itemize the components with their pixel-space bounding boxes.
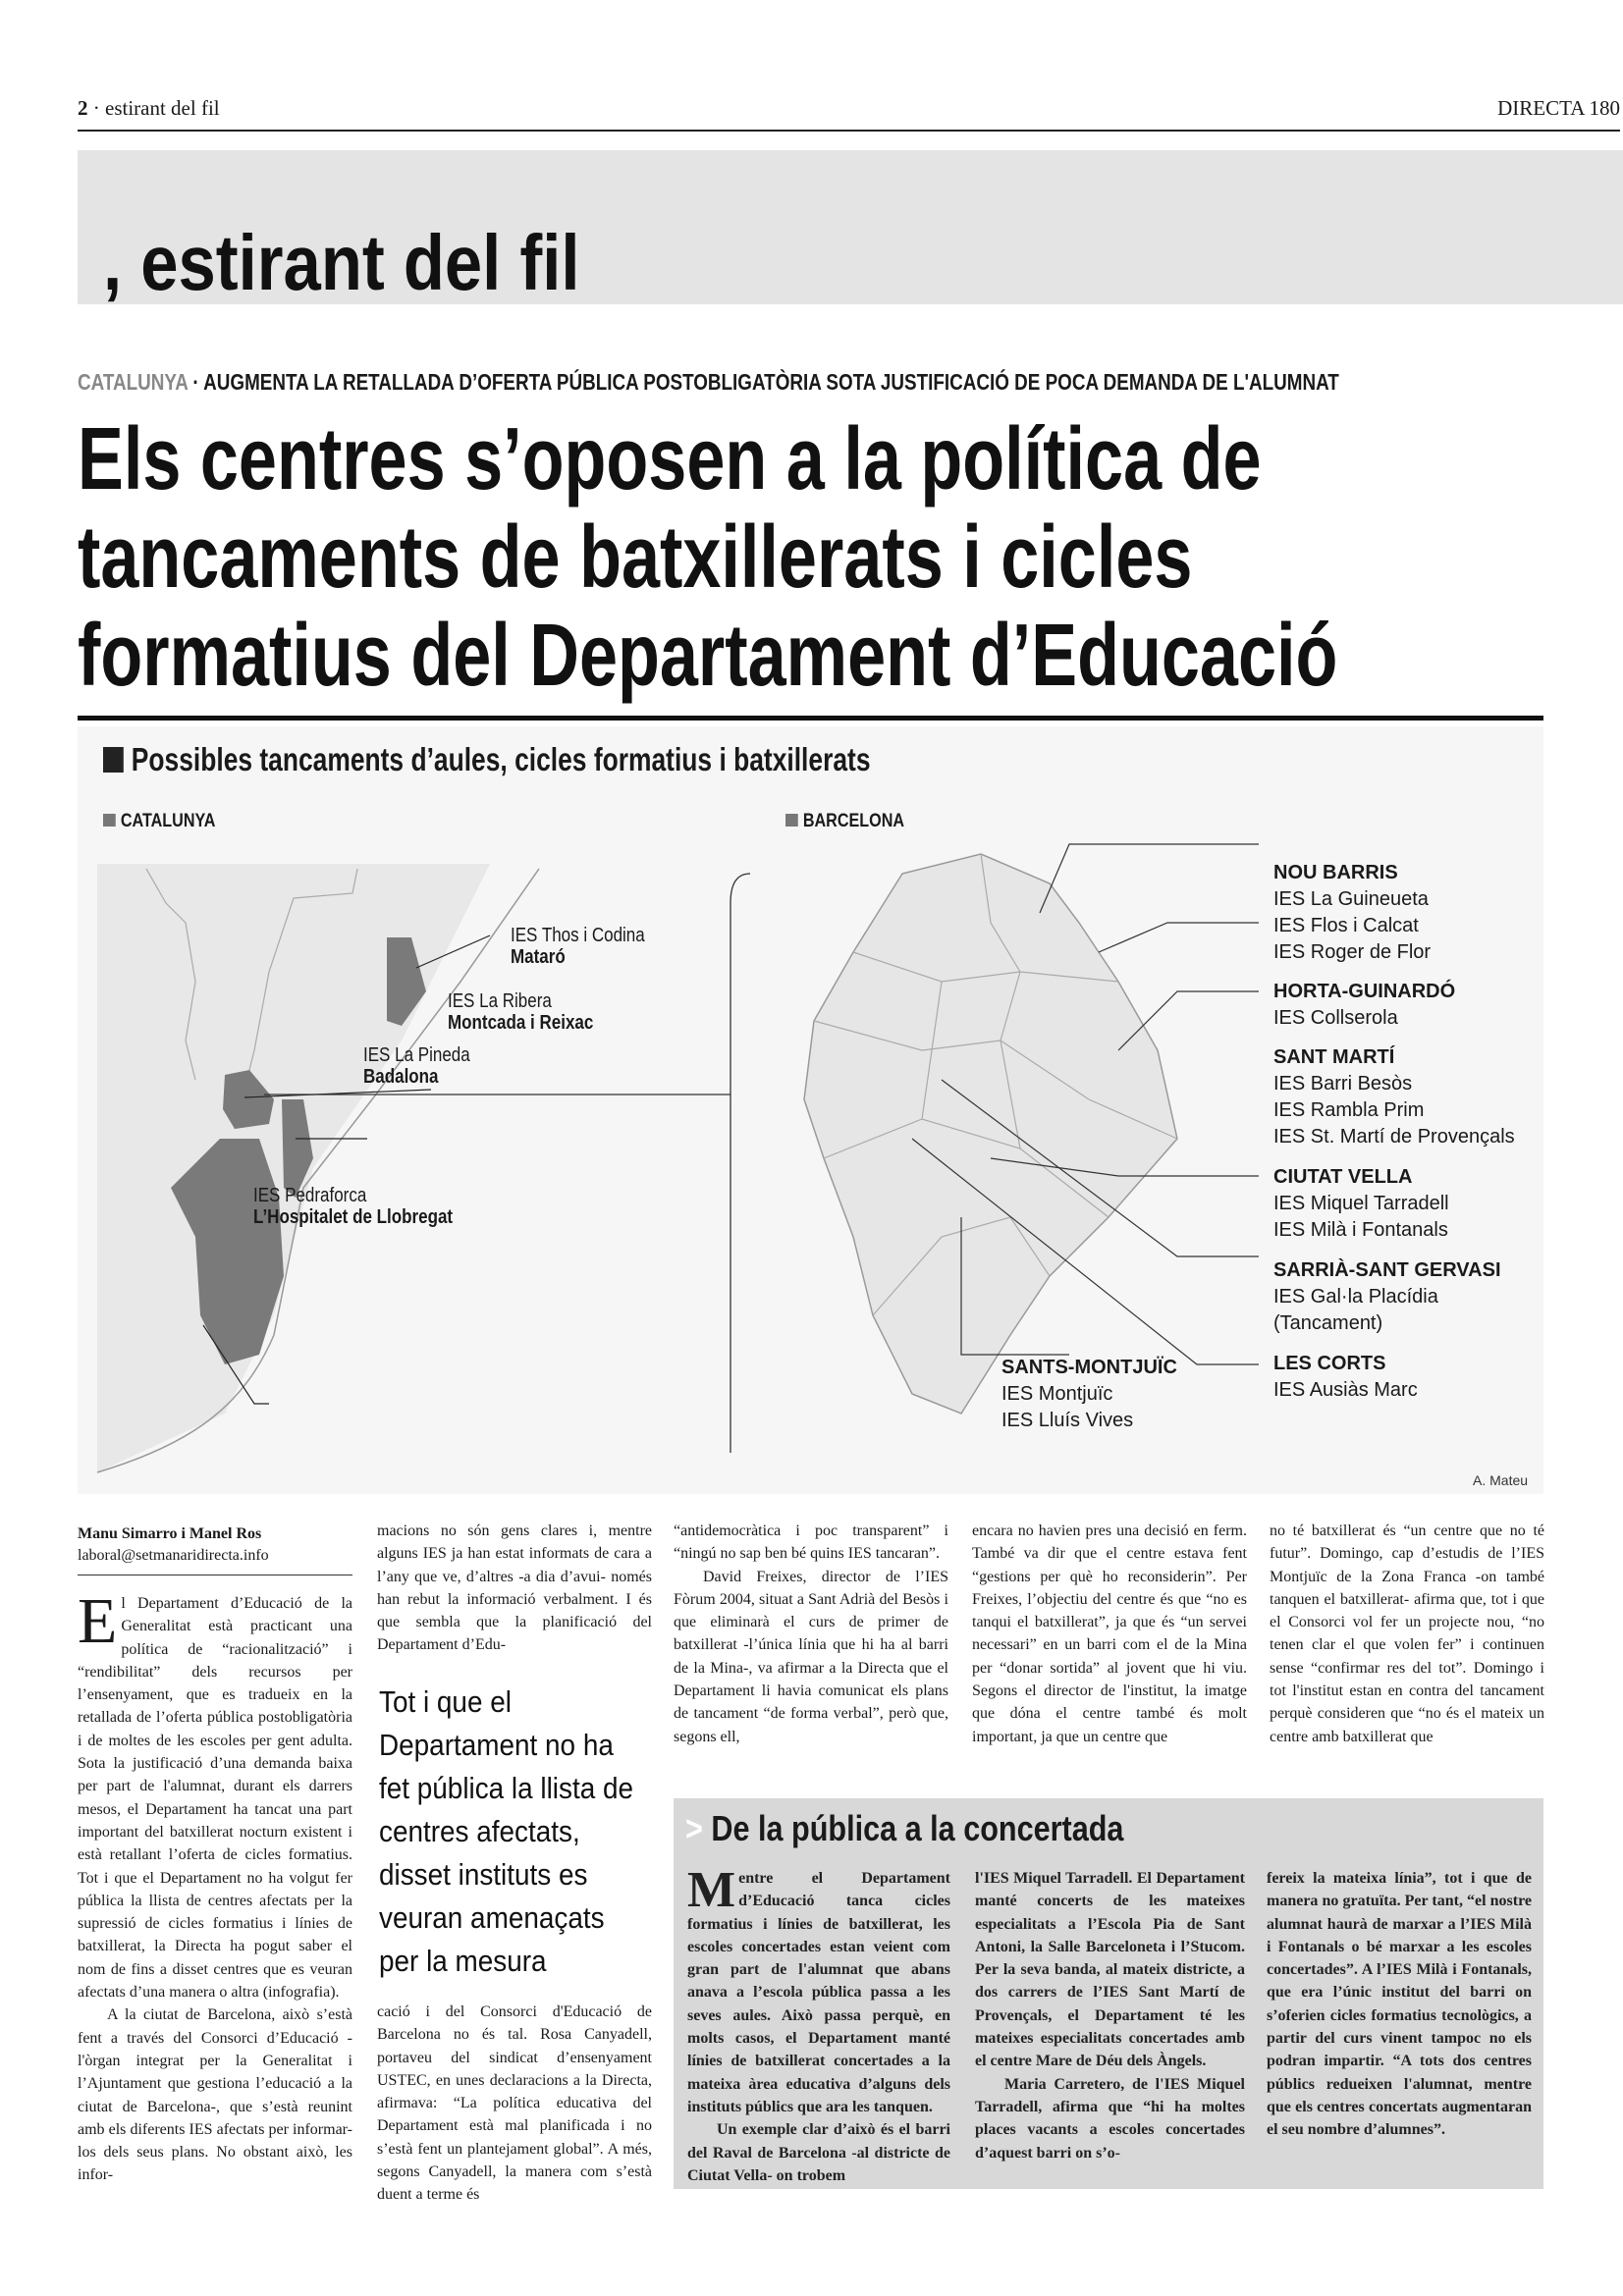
district-name: LES CORTS <box>1273 1353 1386 1374</box>
folio-issue: DIRECTA 180 <box>1497 96 1620 120</box>
sidebar-title <box>685 1808 1123 1849</box>
district-sarria-sant-gervasi <box>1273 1257 1501 1337</box>
paragraph: l Departament d’Educació de la Generalitat està practicant una política de “racionalització” i “rendibilitat” dels recursos per l’ensenyament, que es tradueix en la retallada de l’oferta pública postobligatòria i de moltes de les escoles per gent adulta. Sota la justificació d’una demanda baixa per part de l'alumnat, durant els darrers mesos, el Departament ha tancat una part important del batxillerat nocturn existent i està retallant l’oferta de cicles formatius. Tot i que el Departament no ha volgut fer pública la llista de centres afectats per la supressió de cicles formatius i línies de batxillerat, la Directa ha pogut saber el nom de fins a disset centres que es veuran afectats d’una manera o altra (infografia). <box>78 1595 352 2002</box>
town-name: L’Hospitalet de Llobregat <box>253 1206 454 1228</box>
paragraph: macions no són gens clares i, mentre alguns IES ja han estat informats de cara a l’any que ve, d’altres -a dia d’avui- només han rebut la informació verbalment. I és que sembla que la planificació del Departament d’Edu- <box>377 1522 652 1654</box>
drop-cap: M <box>687 1862 736 1918</box>
headline-rule <box>78 716 1543 721</box>
centre-name: IES Rambla Prim <box>1273 1099 1425 1121</box>
map-label-hospitalet <box>253 1185 453 1228</box>
centre-name: IES Lluís Vives <box>1001 1410 1134 1431</box>
centre-name: IES Pedraforca <box>253 1185 367 1206</box>
district-sants-montjuic <box>1001 1355 1177 1434</box>
kicker <box>78 369 1339 396</box>
centre-name: IES Roger de Flor <box>1273 941 1432 963</box>
barcelona-label: BARCELONA <box>785 811 904 832</box>
article-column-2-top <box>377 1520 652 1657</box>
centre-name: IES La Ribera <box>448 990 552 1012</box>
centre-name: (Tancament) <box>1273 1312 1383 1334</box>
district-name: SARRIÀ-SANT GERVASI <box>1273 1259 1501 1281</box>
drop-cap: E <box>78 1585 118 1657</box>
centre-name: IES La Pineda <box>363 1044 470 1066</box>
sidebar-column-2 <box>975 1867 1245 2164</box>
centre-name: IES Gal·la Placídia <box>1273 1286 1438 1308</box>
paragraph: “antidemocràtica i poc transparent” i “ningú no sap ben bé quins IES tancaran”. <box>674 1522 948 1563</box>
town-name: Mataró <box>511 946 566 968</box>
map-label-badalona <box>363 1044 470 1088</box>
district-name: SANT MARTÍ <box>1273 1046 1395 1068</box>
article-column-4 <box>972 1520 1247 1748</box>
paragraph: fereix la mateixa línia”, tot i que de manera no gratuïta. Per tant, “el nostre alumnat haurà de marxar a l’IES Milà i Fontanals o bé marxar a les escoles concertades”. A l’IES Milà i Fontanals, que era l’únic institut del barri on s’oferien cicles formatius tecnològics, a partir del curs vinent tampoc no els podran impartir. “A tots dos centres públics redueixen l'alumnat, mentre que els centres concertats augmentaran el seu nombre d’alumnes”. <box>1267 1870 1532 2139</box>
catalunya-label: CATALUNYA <box>103 811 215 832</box>
district-horta-guinardo <box>1273 979 1455 1032</box>
centre-name: IES Collserola <box>1273 1007 1398 1029</box>
folio-section: · estirant del fil <box>92 96 220 120</box>
centre-name: IES Flos i Calcat <box>1273 915 1419 936</box>
headline-line: Els centres s’oposen a la política de <box>78 410 1262 508</box>
header-rule <box>78 130 1620 132</box>
section-title: , estirant del fil <box>103 219 580 306</box>
bracket <box>730 874 750 1453</box>
map-label-montcada <box>448 990 593 1034</box>
paragraph: cació i del Consorci d'Educació de Barcelona no és tal. Rosa Canyadell, portaveu del sindicat d’ensenyament USTEC, en unes declaracions a la Directa, afirmava: “La política educativa del Departament està mal planificada i no s’està fent un plantejament global”. A més, segons Canyadell, la manera com s’està duent a terme és <box>377 2003 652 2204</box>
sidebar-column-1 <box>687 1862 950 2187</box>
paragraph: A la ciutat de Barcelona, això s’està fent a través del Consorci d’Educació -l'òrgan integrat per la Generalitat i l’Ajuntament que gestiona l’educació a la ciutat de Barcelona-, que s’està reunint amb els diferents IES afectats per informar-los dels seus plans. No obstant això, les infor- <box>78 2006 352 2184</box>
headline-line: tancaments de batxillerats i cicles <box>78 508 1193 607</box>
article-column-5 <box>1270 1520 1544 1748</box>
district-name: NOU BARRIS <box>1273 862 1398 883</box>
barcelona-map <box>804 854 1177 1414</box>
article-column-1 <box>78 1585 352 2187</box>
centre-name: IES Montjuïc <box>1001 1383 1113 1405</box>
centre-name: IES Milà i Fontanals <box>1273 1219 1448 1241</box>
kicker-region: CATALUNYA <box>78 369 189 395</box>
paragraph: entre el Departament d’Educació tanca cicles formatius i línies de batxillerat, les escoles concertades estan veient com gran part de l'alumnat que abans anava a l’escola pública passa a les seves aules. Això passa perquè, en molts casos, el Departament manté línies de batxillerat concertades a la mateixa àrea educativa d’alguns dels instituts públics que ara les tanquen. <box>687 1870 950 2115</box>
map-label-mataro <box>511 925 645 968</box>
sidebar-title-text: De la pública a la concertada <box>711 1808 1124 1848</box>
district-nou-barris <box>1273 860 1431 966</box>
byline-email[interactable]: laboral@setmanaridirecta.info <box>78 1547 269 1564</box>
district-sant-marti <box>1273 1044 1515 1150</box>
town-name: Badalona <box>363 1066 439 1088</box>
centre-name: IES Barri Besòs <box>1273 1073 1413 1095</box>
centre-name: IES Ausiàs Marc <box>1273 1379 1418 1401</box>
paragraph: l'IES Miquel Tarradell. El Departament manté concerts de les mateixes especialitats a l’Escola Pia de Sant Antoni, la Salle Barceloneta i l’Stucom. Per la seva banda, al mateix districte, a dos carrers de l’IES Sant Martí de Provençals, el Departament té les mateixes especialitats concertades amb el centre Mare de Déu dels Àngels. <box>975 1870 1245 2070</box>
article-column-3 <box>674 1520 948 1748</box>
district-les-corts <box>1273 1351 1418 1404</box>
byline <box>78 1523 352 1575</box>
paragraph: David Freixes, director de l’IES Fòrum 2004, situat a Sant Adrià del Besòs i que eliminarà el curs de primer de batxillerat -l’única línia que hi ha al barri de la Mina-, va afirmar a la Directa que el Departament li havia comunicat els plans de tancament “de forma verbal”, però que, segons ell, <box>674 1568 948 1745</box>
centre-name: IES La Guineueta <box>1273 888 1429 910</box>
byline-authors: Manu Simarro i Manel Ros <box>78 1525 262 1542</box>
town-name: Montcada i Reixac <box>448 1012 594 1034</box>
centre-name: IES Miquel Tarradell <box>1273 1193 1449 1214</box>
paragraph: Un exemple clar d’això és el barri del Raval de Barcelona -al districte de Ciutat Vella- on trobem <box>687 2121 950 2184</box>
district-name: HORTA-GUINARDÓ <box>1273 981 1456 1002</box>
centre-name: IES St. Martí de Provençals <box>1273 1126 1515 1148</box>
paragraph: Maria Carretero, de l'IES Miquel Tarradell, afirma que “hi ha moltes places vacants a escoles concertades d’aquest barri on s’o- <box>975 2075 1245 2162</box>
kicker-text: · AUGMENTA LA RETALLADA D’OFERTA PÚBLICA POSTOBLIGATÒRIA SOTA JUSTIFICACIÓ DE POCA DEMANDA DE L'ALUMNAT <box>188 369 1339 395</box>
district-name: CIUTAT VELLA <box>1273 1166 1413 1188</box>
article-column-2-bottom <box>377 2001 652 2207</box>
centre-name: IES Thos i Codina <box>511 925 645 946</box>
district-name: SANTS-MONTJUÏC <box>1001 1357 1177 1378</box>
headline-line: formatius del Departament d’Educació <box>78 607 1338 705</box>
page-folio-left <box>78 96 220 121</box>
pull-quote: Tot i que el Departament no ha fet pública la llista de centres afectats, disset instituts es veuran amenaçats per la mesura <box>379 1684 634 1978</box>
sidebar-column-3 <box>1267 1867 1532 2142</box>
arrow-icon: > <box>685 1808 703 1848</box>
infographic-title: Possibles tancaments d’aules, cicles formatius i batxillerats <box>103 741 871 778</box>
infographic-credit: A. Mateu <box>1473 1472 1529 1488</box>
page-number: 2 <box>78 96 88 120</box>
district-ciutat-vella <box>1273 1164 1449 1244</box>
headline <box>78 410 1623 705</box>
paragraph: encara no havien pres una decisió en ferm. També va dir que el centre estava fent “gestions per què ho reconsiderin”. Per Freixes, l’objectiu del centre és que “no es tanqui el batxillerat”, ja que és “un servei necessari” en un barri com el de la Mina per “donar sortida” al jovent que hi viu. Segons el director de l'institut, la imatge que dóna el centre també és molt important, ja que un centre que <box>972 1522 1247 1745</box>
paragraph: no té batxillerat és “un centre que no té futur”. Domingo, cap d’estudis de l’IES Montjuïc de la Zona Franca -on també tanquen el batxillerat- afirma que, tot i que el Consorci vol fer un projecte nou, “no tenen clar el que volen fer” i continuen sense “confirmar res del tot”. Domingo i tot l'institut estan en contra del tancament perquè consideren que “no és el mateix un centre amb batxillerat que <box>1270 1522 1544 1745</box>
